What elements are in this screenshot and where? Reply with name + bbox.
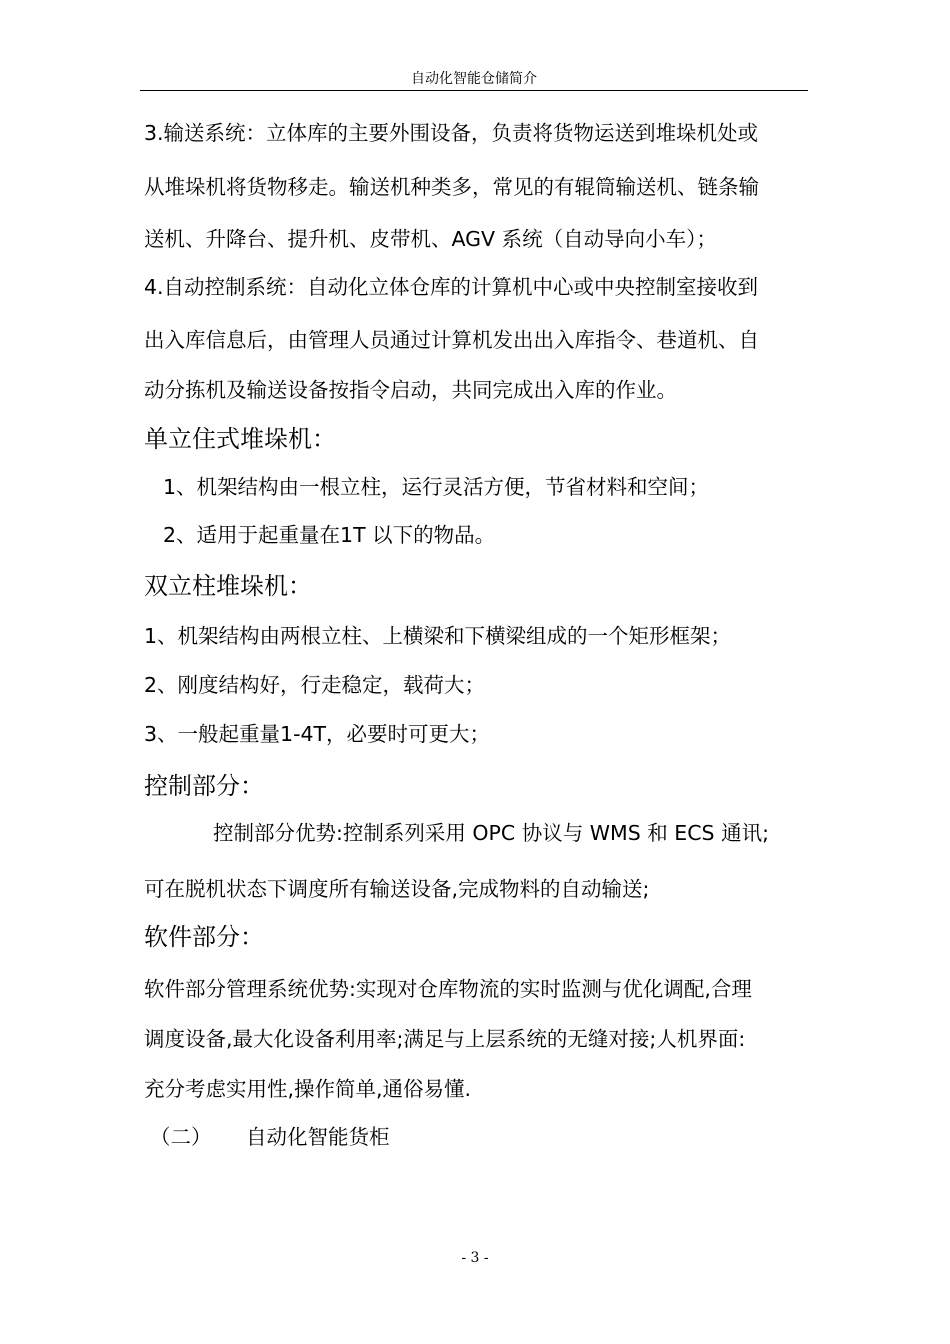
double-column-item-2: 2、刚度结构好，行走稳定，载荷大； — [144, 673, 486, 697]
double-column-heading: 双立柱堆垛机： — [144, 572, 312, 600]
single-column-item-2: 2、适用于起重量在1T 以下的物品。 — [163, 523, 496, 547]
page-number: - 3 - — [461, 1250, 489, 1266]
conveyor-line-2: 从堆垛机将货物移走。输送机种类多，常见的有辊筒输送机、链条输 — [144, 175, 759, 199]
control-system-line-1: 4.自动控制系统：自动化立体仓库的计算机中心或中央控制室接收到 — [144, 275, 759, 299]
conveyor-line-3: 送机、升降台、提升机、皮带机、AGV 系统（自动导向小车）； — [144, 227, 717, 251]
software-part-line-1: 软件部分管理系统优势:实现对仓库物流的实时监测与优化调配,合理 — [144, 977, 752, 1001]
header-rule — [140, 90, 808, 91]
single-column-heading: 单立住式堆垛机： — [144, 425, 336, 453]
control-system-line-3: 动分拣机及输送设备按指令启动，共同完成出入库的作业。 — [144, 378, 677, 402]
software-part-line-3: 充分考虑实用性,操作简单,通俗易懂. — [144, 1077, 472, 1101]
software-part-line-2: 调度设备,最大化设备利用率;满足与上层系统的无缝对接;人机界面: — [144, 1027, 746, 1051]
header-title: 自动化智能仓储简介 — [411, 71, 537, 87]
control-system-line-2: 出入库信息后，由管理人员通过计算机发出出入库指令、巷道机、自 — [144, 328, 759, 352]
section-number: （二） — [150, 1125, 212, 1149]
control-part-line-1: 控制部分优势:控制系列采用 OPC 协议与 WMS 和 ECS 通讯; — [213, 821, 769, 845]
control-part-heading: 控制部分： — [144, 772, 264, 800]
section-title: 自动化智能货柜 — [246, 1125, 390, 1149]
double-column-item-3: 3、一般起重量1-4T，必要时可更大； — [144, 722, 491, 746]
double-column-item-1: 1、机架结构由两根立柱、上横梁和下横梁组成的一个矩形框架； — [144, 624, 732, 648]
software-part-heading: 软件部分： — [144, 923, 264, 951]
control-part-line-2: 可在脱机状态下调度所有输送设备,完成物料的自动输送; — [144, 877, 650, 901]
single-column-item-1: 1、机架结构由一根立柱，运行灵活方便，节省材料和空间； — [163, 475, 710, 499]
conveyor-line-1: 3.输送系统：立体库的主要外围设备，负责将货物运送到堆垛机处或 — [144, 121, 759, 145]
